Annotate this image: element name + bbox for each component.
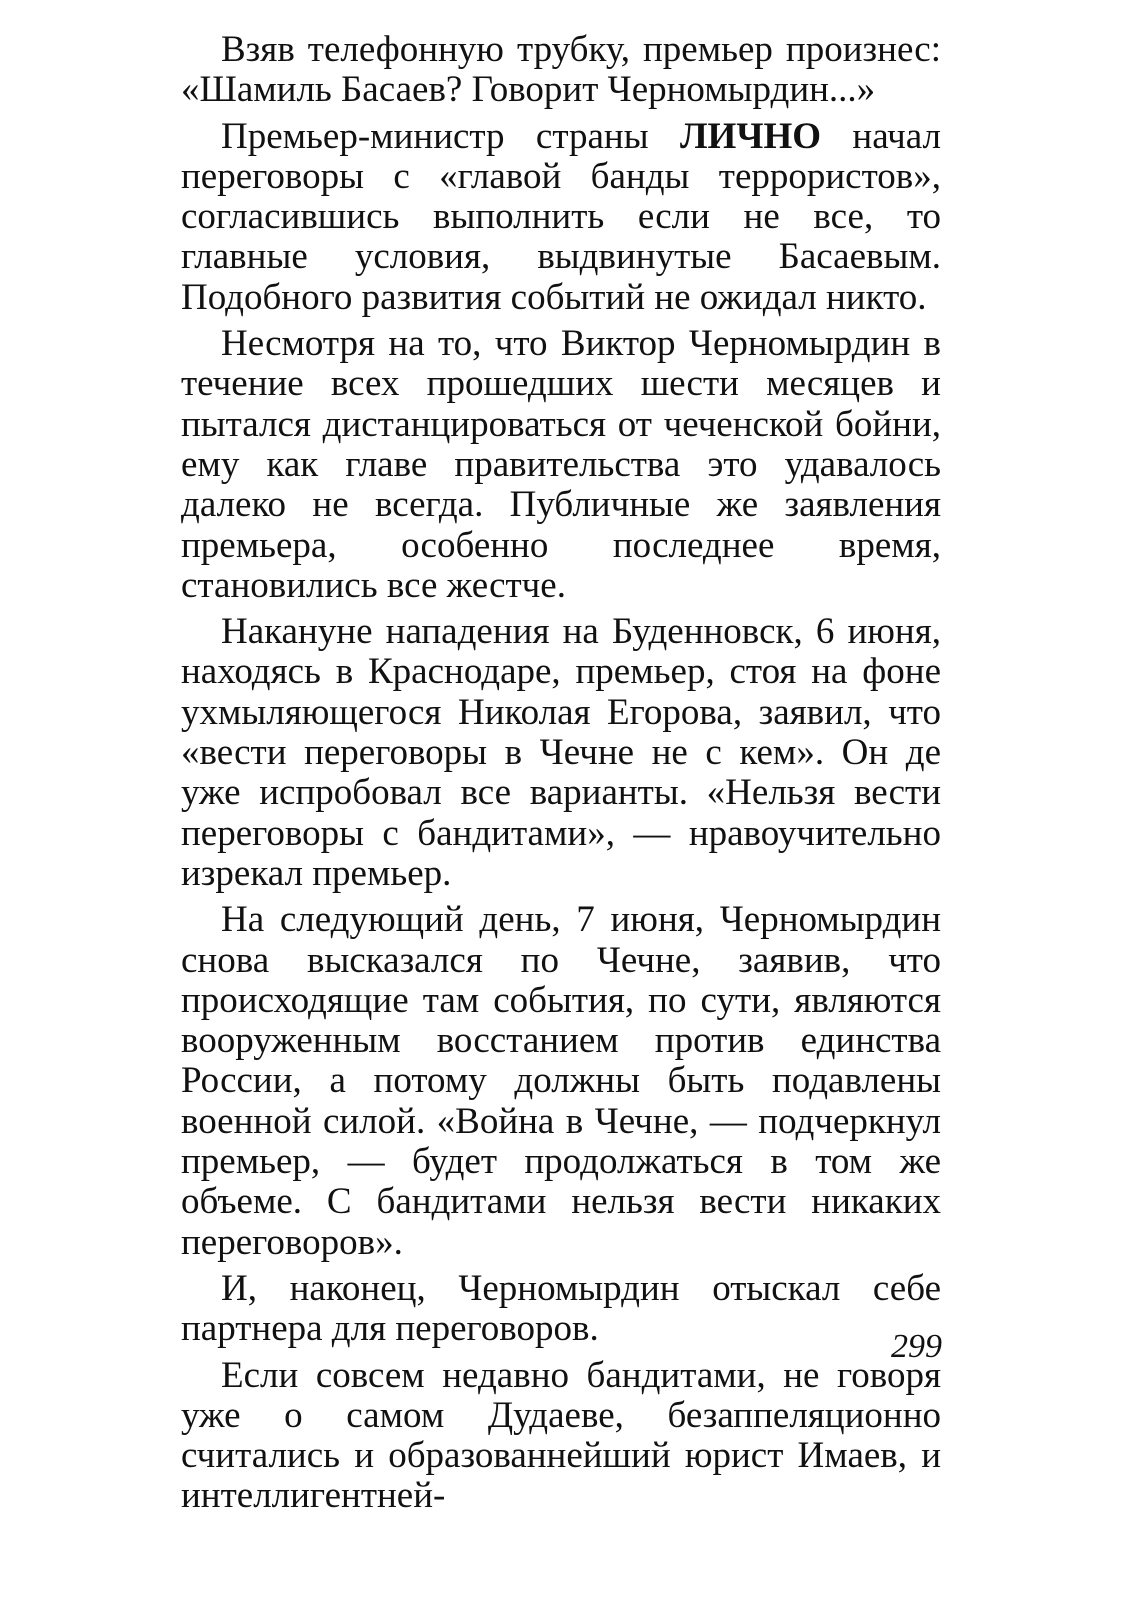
paragraph-2: [181, 117, 941, 318]
paragraph-2-end: начал переговоры с «главой банды террористов», согласившись выполнить если не все, то главные условия, выдвинутые Басаевым. Подобного развития событий не ожидал никто.: [181, 115, 941, 318]
paragraph-5: На следующий день, 7 июня, Черномырдин снова высказался по Чечне, заявив, что происходящие там события, по сути, являются вооруженным восстанием против единства России, а потому должны быть подавлены военной силой. «Война в Чечне, — подчеркнул премьер, — будет продолжаться в том же объеме. С бандитами нельзя вести никаких переговоров».: [181, 899, 941, 1263]
paragraph-7: Если совсем недавно бандитами, не говоря уже о самом Дудаеве, безаппеляционно считались и образованнейший юрист Имаев, и интеллигентней-: [181, 1354, 941, 1517]
page-body: [181, 30, 941, 1523]
page-number: 299: [891, 1328, 942, 1365]
paragraph-6: И, наконец, Черномырдин отыскал себе партнера для переговоров.: [181, 1267, 941, 1350]
paragraph-4: Накануне нападения на Буденновск, 6 июня, находясь в Краснодаре, премьер, стоя на фоне ухмыляющегося Николая Егорова, заявил, что «вести переговоры в Чечне не с кем». Он де уже испробовал все варианты. «Нельзя вести переговоры с бандитами», — нравоучительно изрекал премьер.: [181, 611, 941, 894]
emphasis-word: ЛИЧНО: [679, 115, 822, 157]
paragraph-1: Взяв телефонную трубку, премьер произнес: «Шамиль Басаев? Говорит Черномырдин...»: [181, 29, 941, 111]
paragraph-2-start: Премьер-министр страны: [221, 115, 680, 157]
paragraph-3: Несмотря на то, что Виктор Черномырдин в течение всех прошедших шести месяцев и пытался дистанцироваться от чеченской бойни, ему как главе правительства это удавалось далеко не всегда. Публичные же заявления премьера, особенно последнее время, становились все жестче.: [181, 323, 941, 606]
